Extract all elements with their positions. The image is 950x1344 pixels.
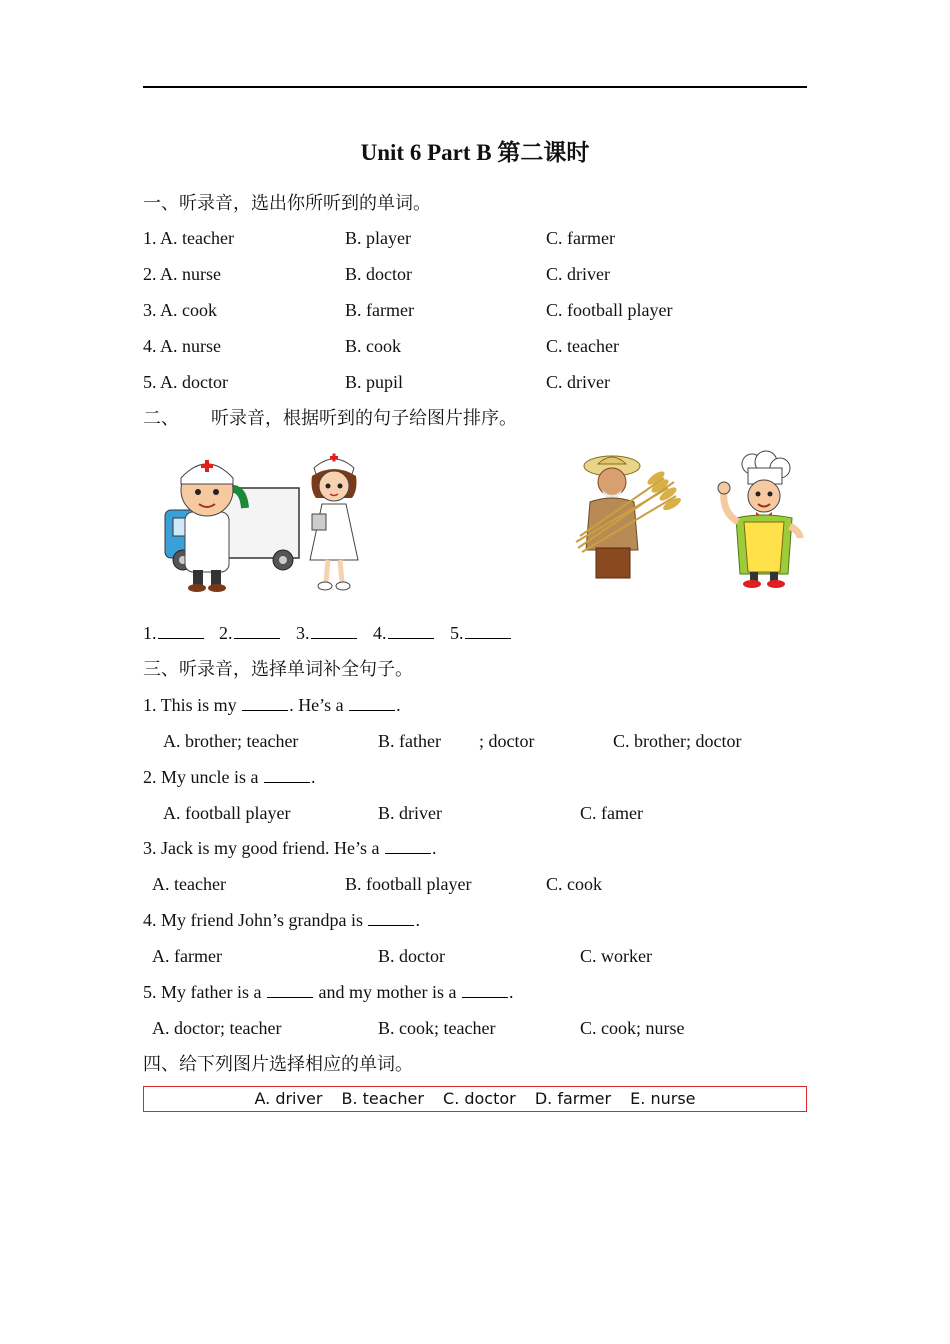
section2-heading-num: 二、 xyxy=(143,408,179,428)
s2-answer-4[interactable]: 4. xyxy=(373,621,435,645)
s1-q3-a: 3. A. cook xyxy=(143,300,217,320)
word-bank-box xyxy=(143,1086,807,1112)
s2-answer-2[interactable]: 2. xyxy=(219,621,281,645)
s2-answer-1[interactable]: 1. xyxy=(143,621,205,645)
nurse-picture xyxy=(300,450,370,595)
s3-q1-option-b-rest[interactable]: ; doctor xyxy=(479,731,535,751)
s1-q5-c: C. driver xyxy=(546,372,610,392)
header-rule xyxy=(143,86,807,88)
section4-heading: 四、给下列图片选择相应的单词。 xyxy=(143,1054,413,1074)
word-bank-item: D. farmer xyxy=(534,1089,612,1108)
section2-heading: 听录音，根据听到的句子给图片排序。 xyxy=(211,408,517,428)
cook-picture xyxy=(712,450,804,592)
s1-q1-a: 1. A. teacher xyxy=(143,228,234,248)
s1-q2-b: B. doctor xyxy=(345,264,412,284)
blank[interactable] xyxy=(462,980,508,998)
word-bank-item: C. doctor xyxy=(443,1089,516,1108)
s3-q3-option-a[interactable]: A. teacher xyxy=(152,874,226,894)
s1-q1-c: C. farmer xyxy=(546,228,615,248)
s1-q4-b: B. cook xyxy=(345,336,401,356)
blank[interactable] xyxy=(385,836,431,854)
blank[interactable] xyxy=(242,693,288,711)
s3-q5-option-a[interactable]: A. doctor; teacher xyxy=(152,1018,282,1038)
s1-q2-c: C. driver xyxy=(546,264,610,284)
blank[interactable] xyxy=(264,765,310,783)
section1-heading: 一、听录音，选出你所听到的单词。 xyxy=(143,193,431,213)
s3-q3-option-c[interactable]: C. cook xyxy=(546,874,602,894)
s2-answer-3[interactable]: 3. xyxy=(296,621,358,645)
s3-q1-stem: 1. This is my . He’s a . xyxy=(143,695,401,715)
s1-q4-a: 4. A. nurse xyxy=(143,336,221,356)
s3-q2-option-c[interactable]: C. famer xyxy=(580,803,643,823)
s1-q1-b: B. player xyxy=(345,228,411,248)
s1-q3-c: C. football player xyxy=(546,300,673,320)
s3-q3-stem: 3. Jack is my good friend. He’s a . xyxy=(143,838,437,858)
s3-q2-option-b[interactable]: B. driver xyxy=(378,803,442,823)
s3-q2-option-a[interactable]: A. football player xyxy=(163,803,291,823)
s1-q5-a: 5. A. doctor xyxy=(143,372,228,392)
s3-q5-option-c[interactable]: C. cook; nurse xyxy=(580,1018,685,1038)
s3-q5-option-b[interactable]: B. cook; teacher xyxy=(378,1018,496,1038)
blank[interactable] xyxy=(368,908,414,926)
s1-q3-b: B. farmer xyxy=(345,300,414,320)
doctor-ambulance-picture xyxy=(155,450,305,595)
s3-q4-option-c[interactable]: C. worker xyxy=(580,946,652,966)
farmer-picture xyxy=(568,452,680,582)
s3-q1-option-b[interactable]: B. father xyxy=(378,731,441,751)
word-bank-item: B. teacher xyxy=(341,1089,424,1108)
s1-q5-b: B. pupil xyxy=(345,372,404,392)
s3-q3-option-b[interactable]: B. football player xyxy=(345,874,472,894)
s3-q4-stem: 4. My friend John’s grandpa is . xyxy=(143,910,420,930)
s1-q2-a: 2. A. nurse xyxy=(143,264,221,284)
blank[interactable] xyxy=(267,980,313,998)
s3-q2-stem: 2. My uncle is a . xyxy=(143,767,316,787)
page-title: Unit 6 Part B 第二课时 xyxy=(360,140,590,165)
s3-q4-option-a[interactable]: A. farmer xyxy=(152,946,222,966)
word-bank-item: E. nurse xyxy=(630,1089,696,1108)
s3-q1-option-a[interactable]: A. brother; teacher xyxy=(163,731,299,751)
s3-q4-option-b[interactable]: B. doctor xyxy=(378,946,445,966)
s3-q1-option-c[interactable]: C. brother; doctor xyxy=(613,731,742,751)
s3-q5-stem: 5. My father is a and my mother is a . xyxy=(143,982,514,1002)
word-bank-item: A. driver xyxy=(254,1089,323,1108)
s2-answer-5[interactable]: 5. xyxy=(450,621,512,645)
blank[interactable] xyxy=(349,693,395,711)
section3-heading: 三、听录音，选择单词补全句子。 xyxy=(143,659,413,679)
s1-q4-c: C. teacher xyxy=(546,336,619,356)
